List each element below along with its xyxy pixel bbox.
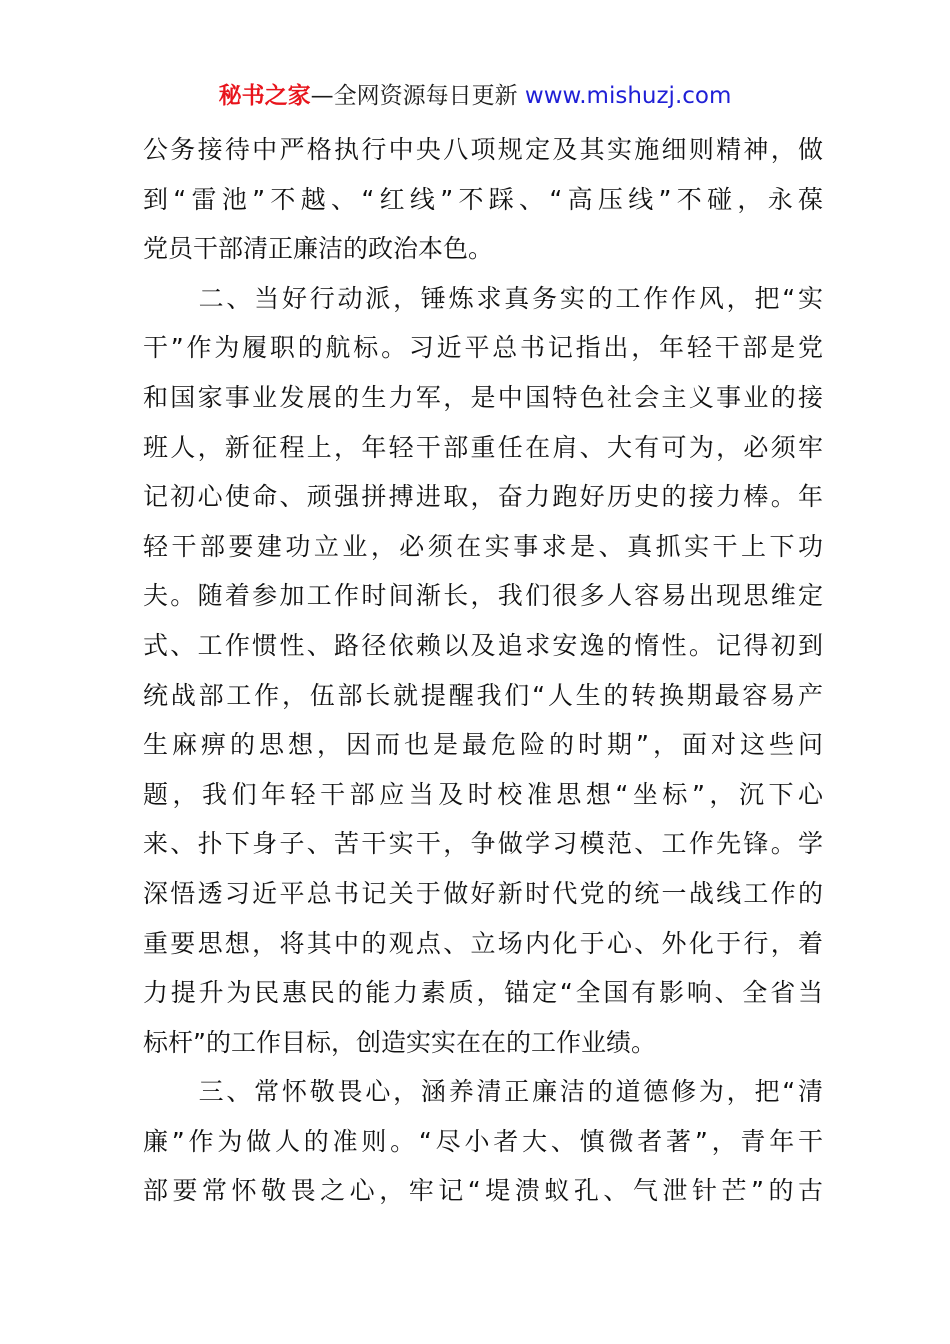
text-line: 干”作为履职的航标。习近平总书记指出，年轻干部是党 (143, 333, 823, 363)
text-line: 式、工作惯性、路径依赖以及追求安逸的惰性。记得初到 (143, 630, 823, 660)
text-line: 廉”作为做人的准则。“尽小者大、慎微者著”，青年干 (143, 1126, 823, 1156)
text-line: 重要思想，将其中的观点、立场内化于心、外化于行，着 (143, 928, 823, 958)
text-line: 党员干部清正廉洁的政治本色。 (143, 234, 494, 264)
text-line: 统战部工作，伍部长就提醒我们“人生的转换期最容易产 (143, 680, 823, 710)
text-line: 记初心使命、顽强拼搏进取，奋力跑好历史的接力棒。年 (143, 482, 823, 512)
text-line: 和国家事业发展的生力军，是中国特色社会主义事业的接 (143, 382, 823, 412)
text-line: 到“雷池”不越、“红线”不踩、“高压线”不碰，永葆 (143, 184, 823, 214)
text-line: 生麻痹的思想，因而也是最危险的时期”，面对这些问 (143, 730, 823, 760)
header-url-link[interactable]: www.mishuzj.com (524, 83, 732, 109)
header-brand: 秘书之家 (218, 83, 311, 109)
text-line: 部要常怀敬畏之心，牢记“堤溃蚁孔、气泄针芒”的古 (143, 1176, 823, 1206)
text-line: 深悟透习近平总书记关于做好新时代党的统一战线工作的 (143, 878, 823, 908)
text-line: 三、常怀敬畏心，涵养清正廉洁的道德修为，把“清 (143, 1077, 823, 1107)
document-body (143, 125, 823, 1216)
text-line: 来、扑下身子、苦干实干，争做学习模范、工作先锋。学 (143, 829, 823, 859)
text-line: 力提升为民惠民的能力素质，锚定“全国有影响、全省当 (143, 978, 823, 1008)
text-line: 标杆”的工作目标，创造实实在在的工作业绩。 (143, 1027, 656, 1057)
text-line: 题，我们年轻干部应当及时校准思想“坐标”，沉下心 (143, 779, 823, 809)
text-line: 班人，新征程上，年轻干部重任在肩、大有可为，必须牢 (143, 432, 823, 462)
page-header (0, 80, 950, 112)
text-line: 二、当好行动派，锤炼求真务实的工作作风，把“实 (143, 283, 823, 313)
text-line: 轻干部要建功立业，必须在实事求是、真抓实干上下功 (143, 531, 823, 561)
header-tagline: —全网资源每日更新 (310, 83, 525, 109)
text-line: 夫。随着参加工作时间渐长，我们很多人容易出现思维定 (143, 581, 823, 611)
text-line: 公务接待中严格执行中央八项规定及其实施细则精神，做 (143, 135, 823, 164)
